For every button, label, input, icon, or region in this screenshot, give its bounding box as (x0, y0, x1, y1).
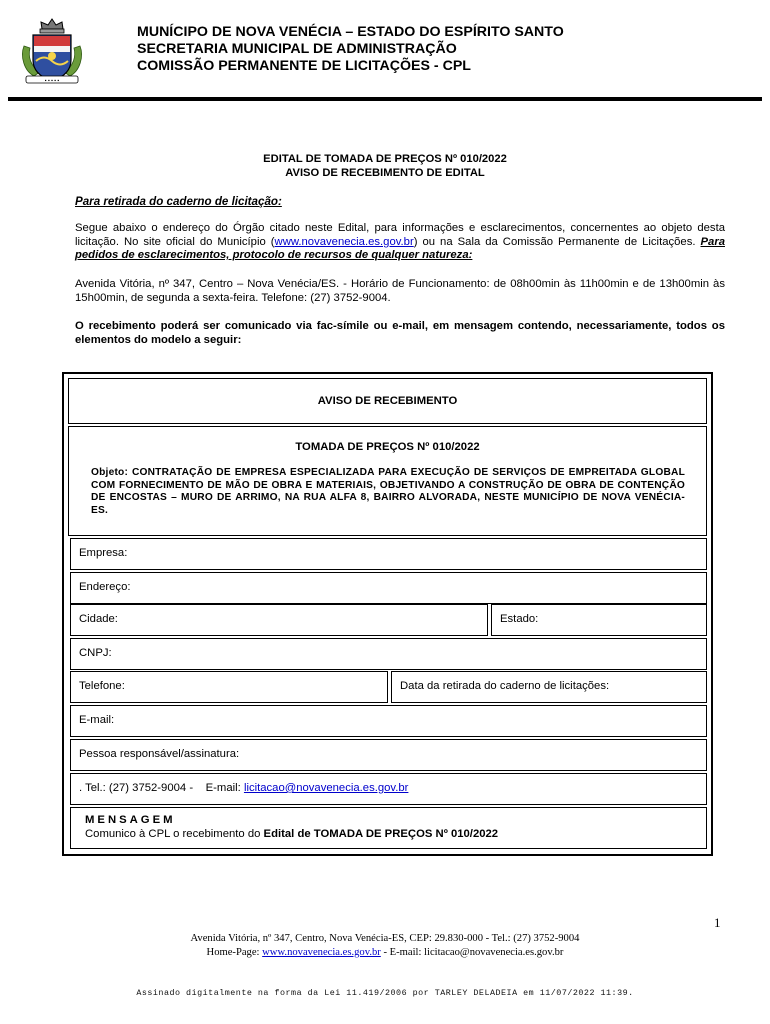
receipt-form (62, 372, 713, 856)
section-title: Para retirada do caderno de licitação: (75, 195, 282, 208)
responsavel-field[interactable] (70, 739, 707, 771)
footer (0, 932, 770, 960)
footer-homepage-link[interactable]: www.novavenecia.es.gov.br (262, 947, 381, 958)
form-title-box (68, 378, 707, 424)
footer-homepage-prefix: Home-Page: (206, 947, 263, 958)
digital-signature-stamp: Assinado digitalmente na forma da Lei 11.419/2006 por TARLEY DELADEIA em 11/07/2022 11:39. (136, 988, 634, 998)
form-object-box (68, 426, 707, 536)
email-label: E-mail: (79, 714, 115, 726)
form-title: AVISO DE RECEBIMENTO (317, 395, 458, 407)
form-objeto-text: Objeto: CONTRATAÇÃO DE EMPRESA ESPECIALIZADA PARA EXECUÇÃO DE SERVIÇOS DE EMPREITADA GLOBAL COM FORNECIMENTO DE MÃO DE OBRA E MATERIAIS, OBJETIVANDO A CONSTRUÇÃO DE OBRA DE CONTENÇÃO DE ENCOSTAS – MURO DE ARRIMO, NA RUA ALFA 8, BAIRRO ALVORADA, NESTE MUNICÍPIO DE NOVA VENÉCIA-ES. (91, 467, 685, 516)
responsavel-label: Pessoa responsável/assinatura: (79, 748, 240, 760)
estado-field[interactable] (491, 604, 707, 636)
contact-email-link[interactable]: licitacao@novavenecia.es.gov.br (243, 782, 409, 794)
data-retirada-label: Data da retirada do caderno de licitações: (400, 680, 610, 692)
header-line-1: MUNÍCIPO DE NOVA VENÉCIA – ESTADO DO ESPÍRITO SANTO (137, 24, 564, 40)
message-edital-name: Edital de TOMADA DE PREÇOS Nº 010/2022 (263, 828, 499, 840)
estado-label: Estado: (500, 613, 539, 625)
message-prefix: Comunico à CPL o recebimento do (85, 828, 264, 840)
telefone-label: Telefone: (79, 680, 125, 692)
footer-email: - E-mail: licitacao@novavenecia.es.gov.br (380, 947, 564, 958)
cidade-field[interactable] (70, 604, 488, 636)
paragraph-1-text-b: ) ou na Sala da Comissão Permanente de Licitações. (413, 235, 701, 248)
document-title-line-1: EDITAL DE TOMADA DE PREÇOS Nº 010/2022 (263, 153, 507, 165)
contact-info-row (70, 773, 707, 805)
header-titles (137, 24, 564, 75)
document-title (0, 152, 770, 180)
cidade-label: Cidade: (79, 613, 118, 625)
message-title: MENSAGEM (85, 814, 176, 826)
contact-info (79, 782, 408, 794)
header-line-2: SECRETARIA MUNICIPAL DE ADMINISTRAÇÃO (137, 41, 457, 57)
empresa-label: Empresa: (79, 547, 128, 559)
header-divider (8, 97, 762, 101)
contact-prefix: . Tel.: (27) 3752-9004 - E-mail: (79, 782, 244, 794)
message-body (85, 828, 498, 840)
footer-contacts (0, 946, 770, 960)
paragraph-office-hours: Avenida Vitória, nº 347, Centro – Nova Venécia/ES. - Horário de Funcionamento: de 08h00min às 11h00min e de 13h00min às 15h00min, de segunda a sexta-feira. Telefone: (27) 3752-9004. (75, 278, 725, 304)
email-field[interactable] (70, 705, 707, 737)
paragraph-1-emphasis: Para pedidos de esclarecimentos, protocolo de recursos de qualquer natureza: (75, 235, 725, 261)
endereco-label: Endereço: (79, 581, 131, 593)
paragraph-1-text-a: Segue abaixo o endereço do Órgão citado neste Edital, para informações e esclarecimentos, concernentes ao objeto desta licitação. No site oficial do Município ( (75, 222, 725, 248)
endereco-field[interactable] (70, 572, 707, 604)
cnpj-label: CNPJ: (79, 647, 112, 659)
paragraph-instructions: O recebimento poderá ser comunicado via fac-símile ou e-mail, em mensagem contendo, necessariamente, todos os elementos do modelo a seguir: (75, 320, 725, 346)
header-line-3: COMISSÃO PERMANENTE DE LICITAÇÕES - CPL (137, 58, 471, 74)
document-title-line-2: AVISO DE RECEBIMENTO DE EDITAL (285, 167, 485, 179)
empresa-field[interactable] (70, 538, 707, 570)
svg-text:▪ ▪ ▪ ▪ ▪: ▪ ▪ ▪ ▪ ▪ (44, 78, 60, 84)
footer-address: Avenida Vitória, nº 347, Centro, Nova Venécia-ES, CEP: 29.830-000 - Tel.: (27) 3752-9004 (190, 933, 580, 944)
paragraph-address-info (75, 222, 725, 263)
cnpj-field[interactable] (70, 638, 707, 670)
page-number: 1 (714, 915, 721, 930)
data-retirada-field[interactable] (391, 671, 707, 703)
website-link[interactable]: www.novavenecia.es.gov.br (274, 235, 414, 248)
telefone-field[interactable] (70, 671, 388, 703)
form-subtitle: TOMADA DE PREÇOS Nº 010/2022 (295, 441, 480, 453)
message-box (70, 807, 707, 849)
municipal-coat-of-arms-icon (16, 16, 88, 88)
